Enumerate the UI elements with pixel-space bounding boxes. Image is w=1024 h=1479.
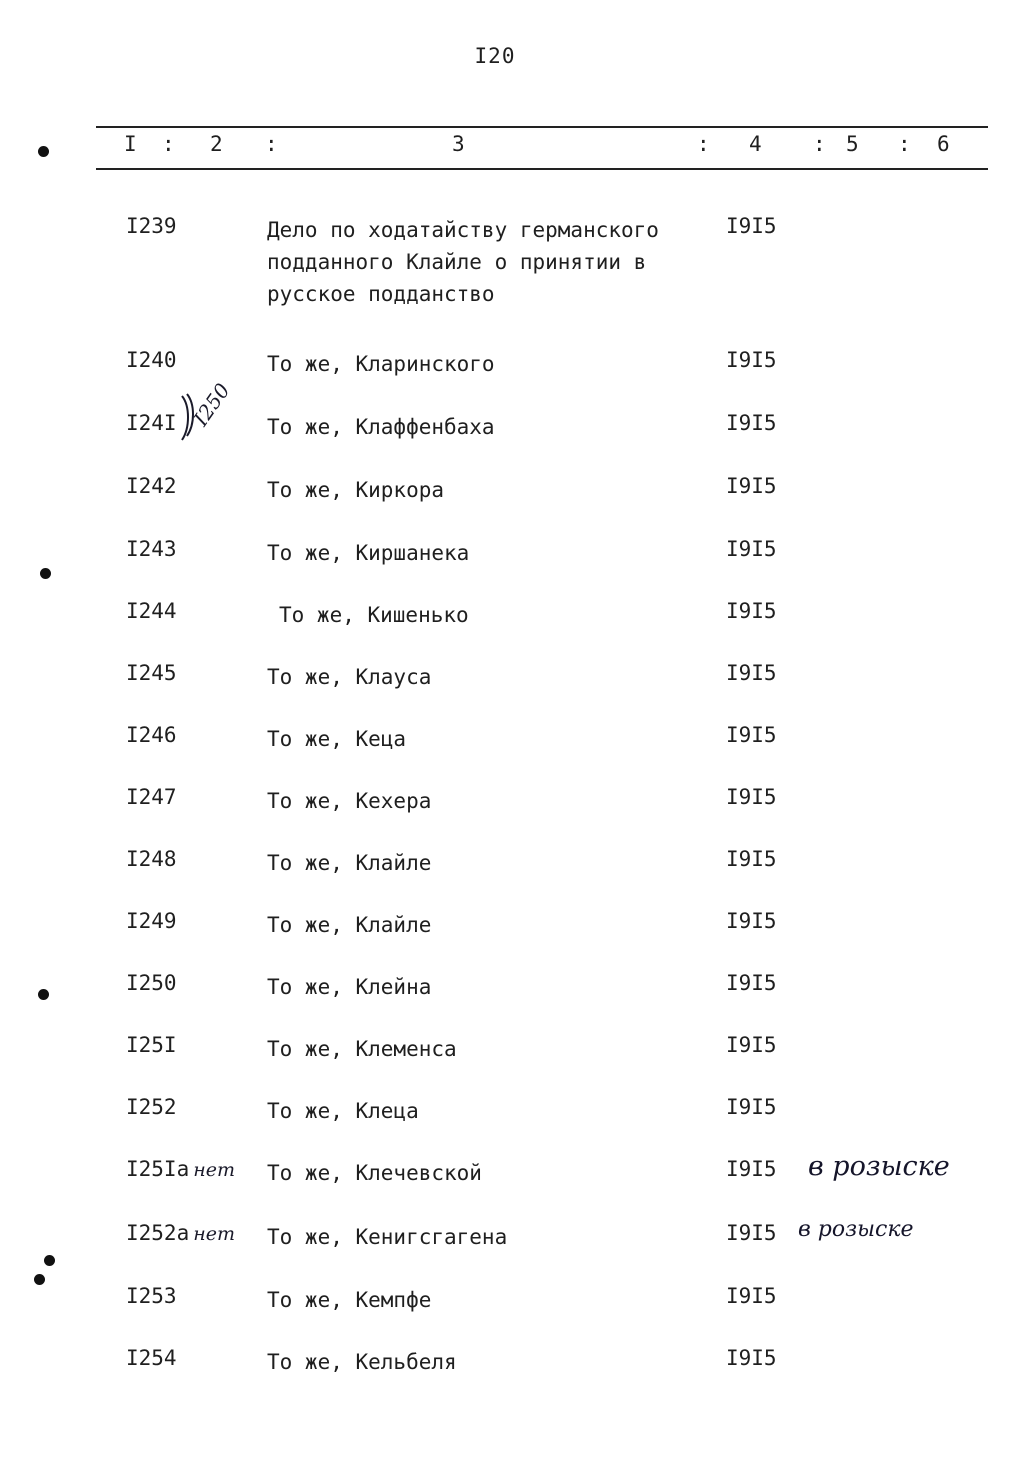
record-number: I254	[126, 1346, 177, 1370]
record-description: То же, Клаффенбаха	[267, 415, 495, 439]
record-number: I244	[126, 599, 177, 623]
column-header-6: 6	[937, 132, 950, 156]
record-year: I9I5	[726, 971, 777, 995]
record-year: I9I5	[726, 474, 777, 498]
record-description: То же, Кеца	[267, 727, 407, 751]
record-number: I245	[126, 661, 177, 685]
record-year: I9I5	[726, 348, 777, 372]
record-year: I9I5	[726, 909, 777, 933]
record-number: I242	[126, 474, 177, 498]
record-description: То же, Кларинского	[267, 352, 495, 376]
column-header-4: 4	[749, 132, 762, 156]
record-year: I9I5	[726, 214, 777, 238]
column-separator: :	[265, 132, 278, 156]
header-bottom-rule	[96, 168, 988, 170]
description-line: русское подданство	[267, 282, 495, 306]
record-description: То же, Клайле	[267, 913, 432, 937]
record-number	[126, 1221, 235, 1245]
description-line: подданного Клайле о принятии в	[267, 250, 647, 274]
record-year: I9I5	[726, 411, 777, 435]
record-description: То же, Киркора	[267, 478, 445, 502]
record-year: I9I5	[726, 1033, 777, 1057]
handwritten-mark: нет	[193, 1223, 235, 1245]
record-number-text: I252а	[126, 1221, 190, 1245]
column-separator: :	[162, 132, 175, 156]
record-number-text: I25Iа	[126, 1157, 190, 1181]
table-header	[0, 132, 1024, 162]
record-description: То же, Клеменса	[267, 1037, 457, 1061]
record-number: I240	[126, 348, 177, 372]
record-number: I246	[126, 723, 177, 747]
record-description: То же, Кельбеля	[267, 1350, 457, 1374]
record-year: I9I5	[726, 1284, 777, 1308]
description-line: Дело по ходатайству германского	[267, 218, 659, 242]
binding-hole	[38, 989, 49, 1000]
record-number: I249	[126, 909, 177, 933]
record-year: I9I5	[726, 599, 777, 623]
column-separator: :	[697, 132, 710, 156]
record-number: I253	[126, 1284, 177, 1308]
column-header-5: 5	[846, 132, 859, 156]
handwritten-note: в розыске	[808, 1151, 950, 1182]
record-description: То же, Кишенько	[279, 603, 469, 627]
handwritten-mark: нет	[193, 1159, 235, 1181]
header-top-rule	[96, 126, 988, 128]
record-description: То же, Кехера	[267, 789, 432, 813]
record-number: I239	[126, 214, 177, 238]
record-description: То же, Клайле	[267, 851, 432, 875]
record-description: То же, Клейна	[267, 975, 432, 999]
record-year: I9I5	[726, 723, 777, 747]
record-number: I250	[126, 971, 177, 995]
record-number: I25I	[126, 1033, 177, 1057]
record-description: То же, Клауса	[267, 665, 432, 689]
binding-hole	[44, 1255, 55, 1266]
column-header-1: I	[124, 132, 137, 156]
handwritten-note: в розыске	[798, 1217, 914, 1242]
record-year: I9I5	[726, 1346, 777, 1370]
column-separator: :	[898, 132, 911, 156]
record-description: То же, Клечевской	[267, 1161, 482, 1185]
record-description: То же, Кемпфе	[267, 1288, 432, 1312]
record-number: I248	[126, 847, 177, 871]
record-number: I247	[126, 785, 177, 809]
binding-hole	[40, 568, 51, 579]
record-description: То же, Киршанека	[267, 541, 470, 565]
column-header-3: 3	[452, 132, 465, 156]
page-number: I20	[474, 44, 516, 68]
handwritten-annotation	[180, 382, 240, 452]
record-description	[267, 214, 659, 310]
record-year: I9I5	[726, 1221, 777, 1245]
column-header-2: 2	[210, 132, 223, 156]
record-number: I252	[126, 1095, 177, 1119]
binding-hole	[34, 1274, 45, 1285]
record-year: I9I5	[726, 785, 777, 809]
record-number: I243	[126, 537, 177, 561]
record-year: I9I5	[726, 537, 777, 561]
record-year: I9I5	[726, 661, 777, 685]
record-number	[126, 1157, 235, 1181]
record-description: То же, Кенигсгагена	[267, 1225, 508, 1249]
record-year: I9I5	[726, 847, 777, 871]
record-number: I24I	[126, 411, 177, 435]
column-separator: :	[813, 132, 826, 156]
record-year: I9I5	[726, 1095, 777, 1119]
record-description: То же, Клеца	[267, 1099, 419, 1123]
handwritten-annotation-drawing	[180, 382, 240, 452]
binding-hole	[38, 146, 49, 157]
record-year: I9I5	[726, 1157, 777, 1181]
annotation-text: I250	[188, 382, 235, 431]
